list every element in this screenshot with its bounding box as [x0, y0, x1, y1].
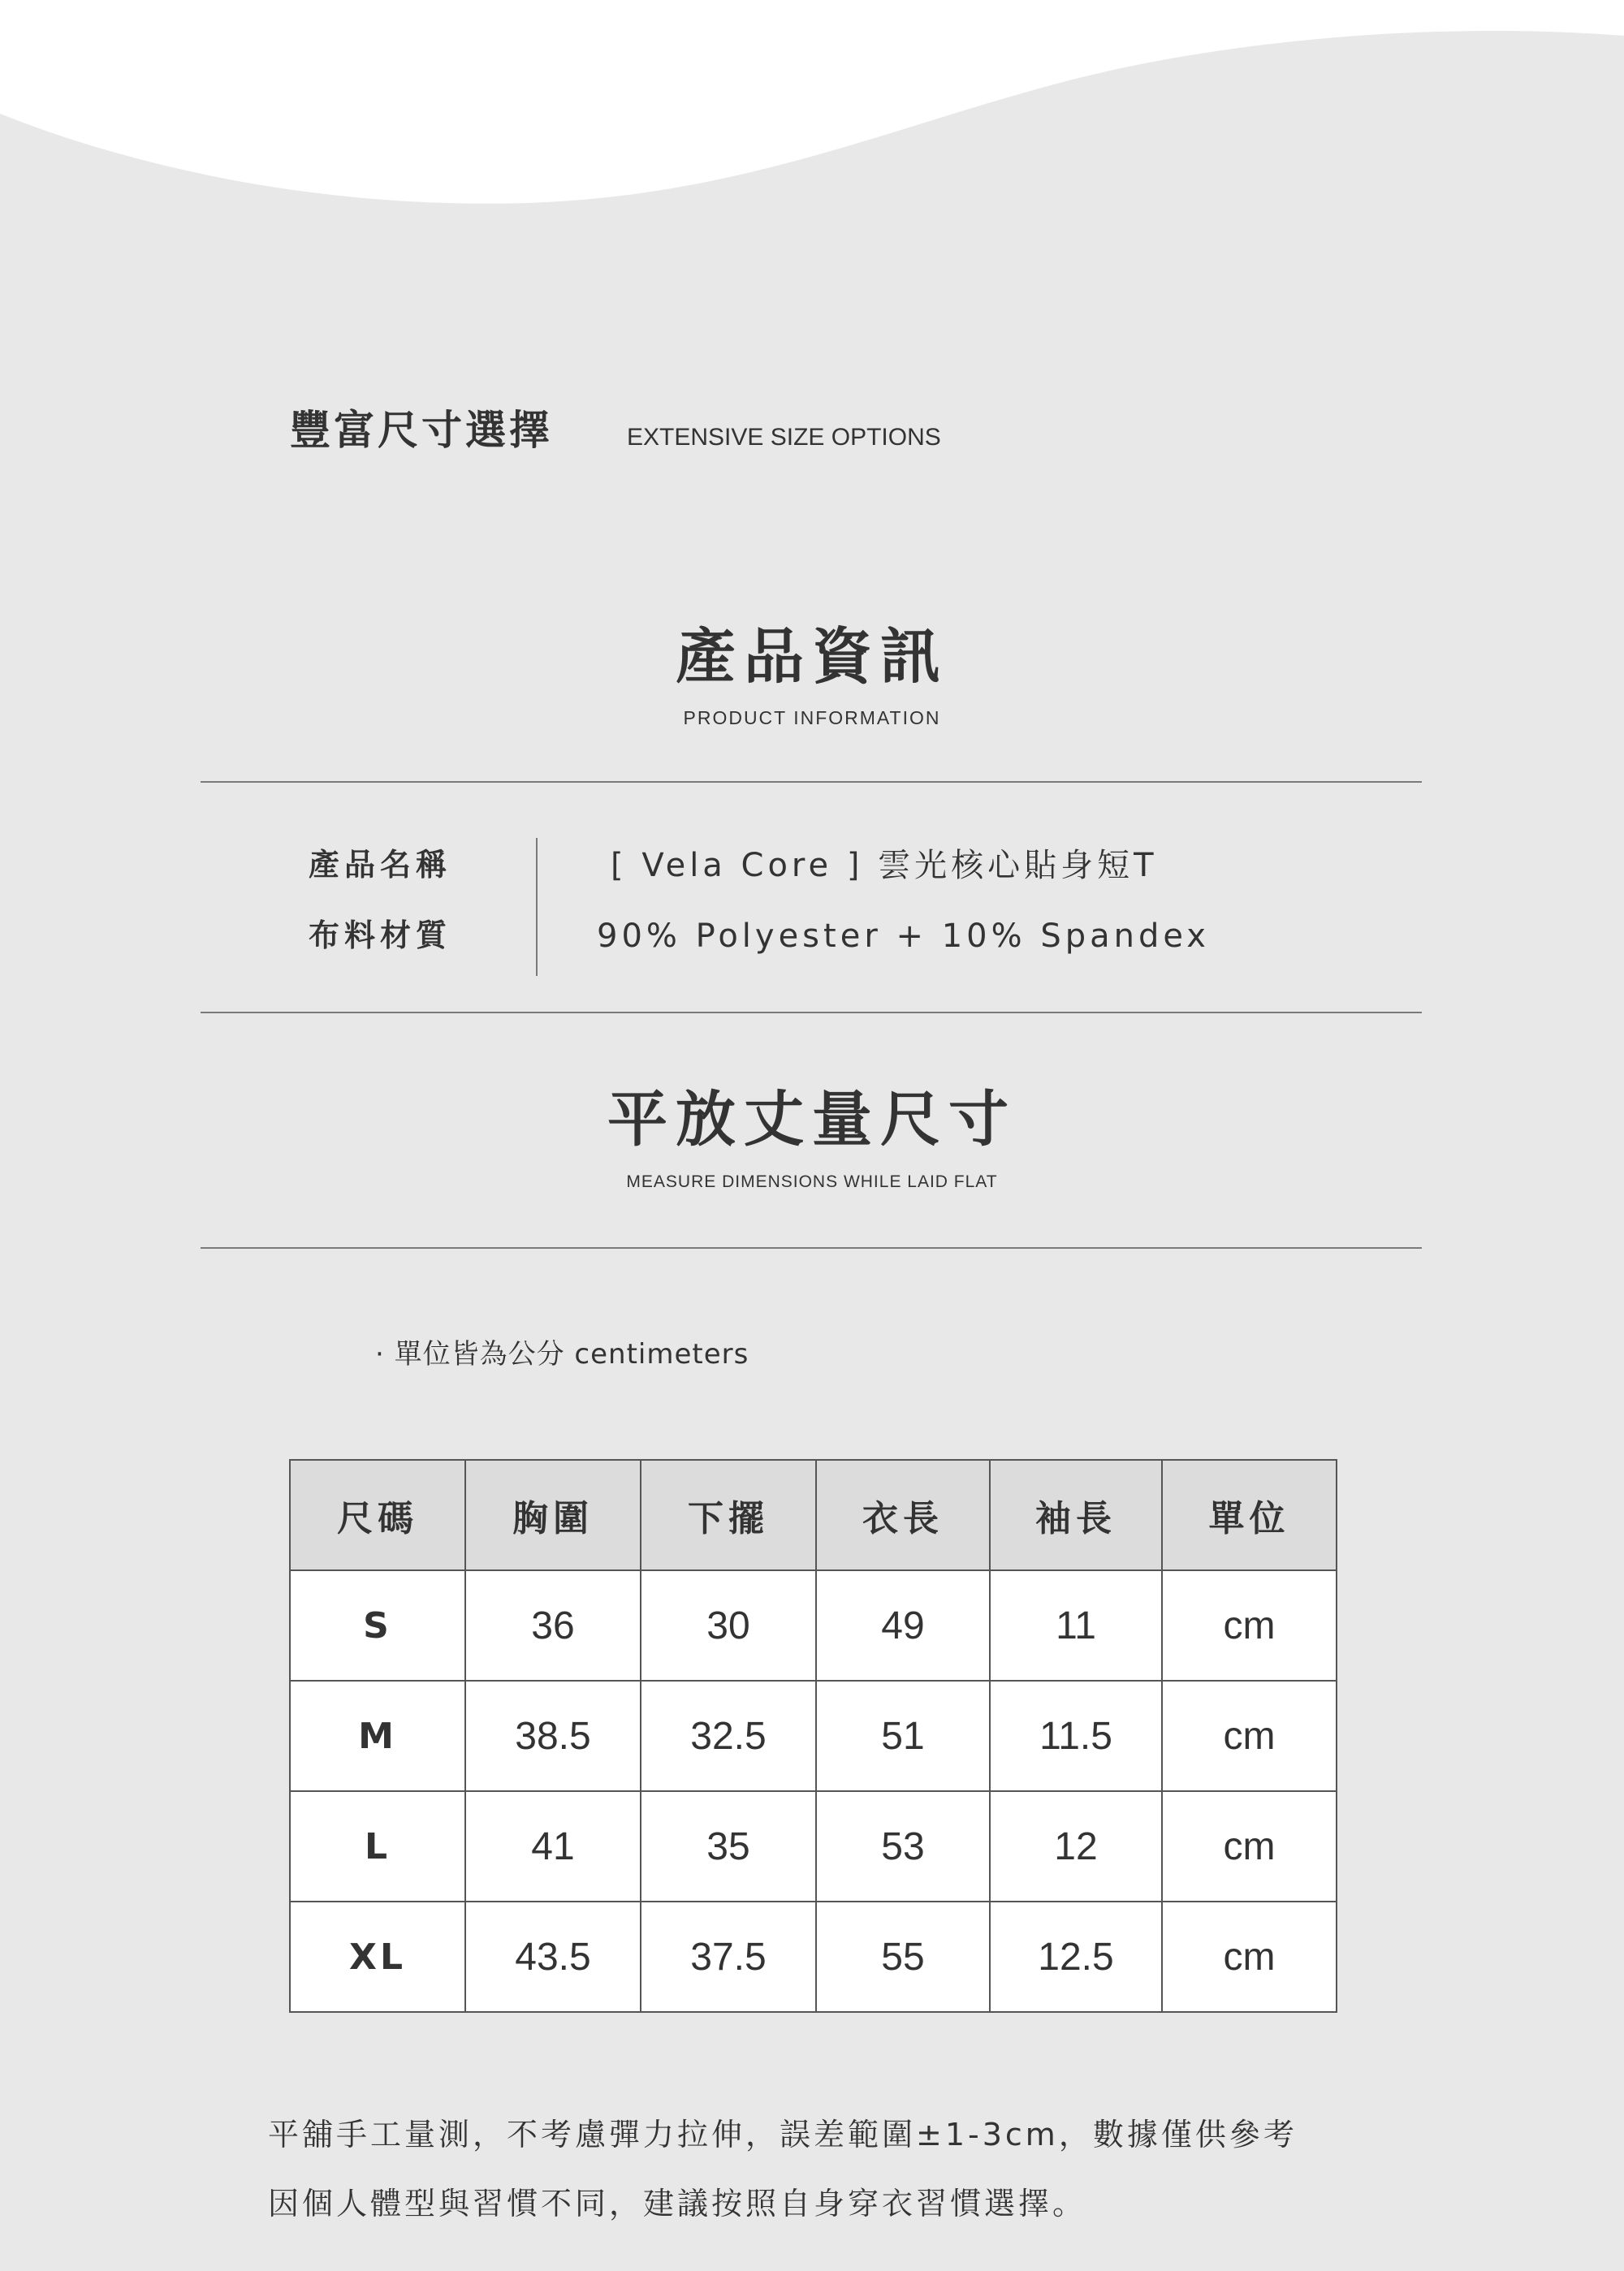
product-name-label: 產品名稱	[309, 847, 452, 883]
header-chest: 胸圍	[465, 1460, 641, 1570]
cell-size: M	[290, 1681, 465, 1791]
cell-size: XL	[290, 1902, 465, 2012]
material-value: 90% Polyester + 10% Spandex	[597, 917, 1210, 955]
cell-sleeve: 12.5	[990, 1902, 1162, 2012]
table-row	[290, 1902, 1337, 2012]
product-info-title: 產品資訊	[676, 622, 948, 692]
header-unit: 單位	[1162, 1460, 1337, 1570]
cell-unit: cm	[1162, 1570, 1337, 1681]
measurement-note: 平舖手工量測，不考慮彈力拉伸，誤差範圍±1-3cm，數據僅供參考	[268, 2117, 1298, 2152]
header-sleeve: 袖長	[990, 1460, 1162, 1570]
divider-line	[201, 781, 1422, 783]
size-options-subtitle: EXTENSIVE SIZE OPTIONS	[627, 424, 941, 451]
cell-size: L	[290, 1791, 465, 1902]
cell-length: 53	[816, 1791, 990, 1902]
header-length: 衣長	[816, 1460, 990, 1570]
cell-length: 55	[816, 1902, 990, 2012]
cell-unit: cm	[1162, 1902, 1337, 2012]
fit-advice-note: 因個人體型與習慣不同，建議按照自身穿衣習慣選擇。	[268, 2186, 1087, 2221]
divider-line	[201, 1012, 1422, 1013]
table-row	[290, 1791, 1337, 1902]
product-name-value: [ Vela Core ] 雲光核心貼身短T	[611, 847, 1158, 884]
product-info-subtitle: PRODUCT INFORMATION	[683, 707, 941, 728]
cell-hem: 37.5	[641, 1902, 816, 2012]
divider-line	[201, 1247, 1422, 1249]
cell-chest: 43.5	[465, 1902, 641, 2012]
cell-size: S	[290, 1570, 465, 1681]
header-size: 尺碼	[290, 1460, 465, 1570]
cell-unit: cm	[1162, 1791, 1337, 1902]
cell-length: 49	[816, 1570, 990, 1681]
cell-sleeve: 11	[990, 1570, 1162, 1681]
cell-chest: 41	[465, 1791, 641, 1902]
cell-sleeve: 11.5	[990, 1681, 1162, 1791]
cell-hem: 35	[641, 1791, 816, 1902]
unit-note: · 單位皆為公分 centimeters	[375, 1338, 749, 1371]
cell-hem: 32.5	[641, 1681, 816, 1791]
cell-chest: 38.5	[465, 1681, 641, 1791]
measure-subtitle: MEASURE DIMENSIONS WHILE LAID FLAT	[626, 1172, 998, 1191]
cell-unit: cm	[1162, 1681, 1337, 1791]
table-row	[290, 1681, 1337, 1791]
cell-chest: 36	[465, 1570, 641, 1681]
table-header-row	[290, 1460, 1337, 1570]
size-options-title: 豐富尺寸選擇	[290, 407, 553, 454]
material-label: 布料材質	[309, 917, 452, 953]
measure-title: 平放丈量尺寸	[607, 1085, 1017, 1155]
size-table	[289, 1459, 1337, 2013]
cell-length: 51	[816, 1681, 990, 1791]
header-hem: 下擺	[641, 1460, 816, 1570]
info-vertical-divider	[536, 838, 538, 976]
cell-hem: 30	[641, 1570, 816, 1681]
table-row	[290, 1570, 1337, 1681]
cell-sleeve: 12	[990, 1791, 1162, 1902]
top-wave-decoration	[0, 0, 1624, 211]
